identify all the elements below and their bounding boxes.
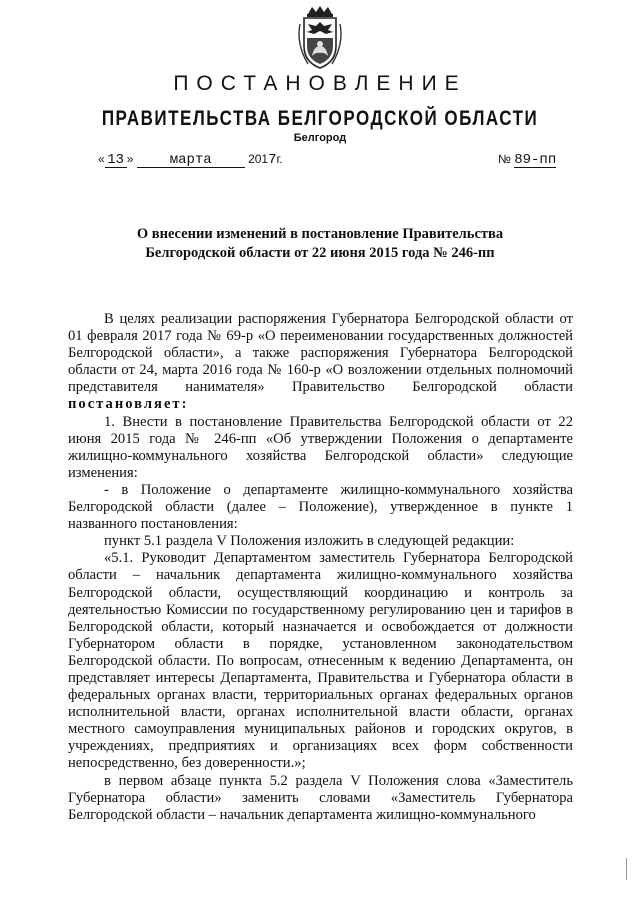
document-type-heading: ПОСТАНОВЛЕНИЕ <box>173 72 467 95</box>
document-date <box>98 152 283 168</box>
city-label: Белгород <box>293 132 347 144</box>
date-month: марта <box>137 153 245 168</box>
date-day: 13 <box>105 153 127 168</box>
number-value: 89-пп <box>514 152 557 168</box>
date-quote-open: « <box>98 152 105 166</box>
date-year-end: г. <box>276 152 283 166</box>
resolution-keyword: постановляет: <box>68 396 189 413</box>
coat-of-arms-emblem <box>290 4 350 74</box>
date-quote-close: » <box>126 152 134 166</box>
body-paragraph: «5.1. Руководит Департаментом заместитель Губернатора Белгородской области – начальник департамента жилищно-коммунального хозяйства Белгородской области, осуществляющий координацию и контроль за деятельностью Комиссии по государственному регулированию цен и тарифов в Белгородской области, который назначается и освобождается от должности Губернатором области в порядке, установленном законодательством Белгородской области. По вопросам, отнесенным к ведению Департамента, он представляет интересы Департамента, Правительства и Губернатора области в федеральных органах власти, территориальных органах федеральных органов исполнительной власти, органах исполнительной власти области, органах местного самоуправления муниципальных районов и городских округов, в учреждениях, предприятиях и организациях всех форм собственности непосредственно, без доверенности.»; <box>68 550 573 772</box>
document-number <box>498 152 556 168</box>
number-sign: № <box>498 152 511 166</box>
body-paragraph: в первом абзаце пункта 5.2 раздела V Положения слова «Заместитель Губернатора области» заменить словами «Заместитель Губернатора Белгородской области – начальник департамента жилищно-коммунального <box>68 772 573 823</box>
date-year-suffix: 7 <box>268 152 277 168</box>
document-title-line: Белгородской области от 22 июня 2015 года № 246-пп <box>145 245 495 261</box>
document-body <box>68 311 573 824</box>
date-year-prefix: 201 <box>248 152 269 166</box>
body-paragraph: - в Положение о департаменте жилищно-коммунального хозяйства Белгородской области (далее – Положение), утвержденное в пункте 1 названного постановления: <box>68 481 573 533</box>
body-paragraph: 1. Внести в постановление Правительства Белгородской области от 22 июня 2015 года № 246-пп «Об утверждении Положения о департаменте жилищно-коммунального хозяйства Белгородской области» следующие изменения: <box>68 413 573 481</box>
scan-edge-mark <box>626 858 632 880</box>
document-title-line: О внесении изменений в постановление Правительства <box>136 226 504 242</box>
body-paragraph: пункт 5.1 раздела V Положения изложить в следующей редакции: <box>104 533 515 550</box>
issuing-authority-heading: ПРАВИТЕЛЬСТВА БЕЛГОРОДСКОЙ ОБЛАСТИ <box>101 106 539 130</box>
paragraph-text: В целях реализации распоряжения Губернатора Белгородской области от 01 февраля 2017 года № 69-р «О переименовании государственных должностей Белгородской области», а также распоряжения Губернатора Белгородской области от 24, марта 2016 года № 160-р «О возложении отдельных полномочий представителя нанимателя» Правительство Белгородской области <box>68 311 573 396</box>
body-paragraph <box>68 311 573 414</box>
document-title <box>0 225 640 263</box>
